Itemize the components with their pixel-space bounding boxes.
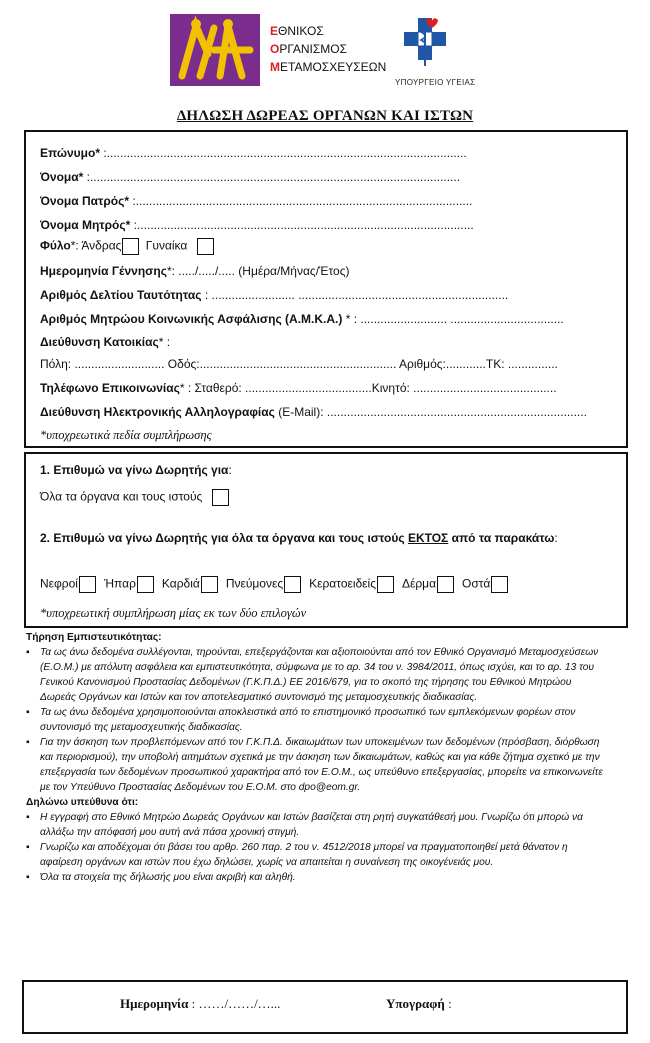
address-label: Διεύθυνση Κατοικίας* : xyxy=(40,335,171,349)
all-organs-checkbox[interactable] xyxy=(212,489,229,506)
document-title: ΔΗΛΩΣΗ ΔΩΡΕΑΣ ΟΡΓΑΝΩΝ ΚΑΙ ΙΣΤΩΝ xyxy=(176,108,474,124)
date-field[interactable]: Ημερομηνία : ……/……/…... xyxy=(120,996,281,1011)
sex-field: Φύλο*: Άνδρας Γυναίκα xyxy=(40,238,217,255)
amka-field[interactable]: Αριθμός Μητρώου Κοινωνικής Ασφάλισης (Α.Μ.Κ.Α.) * : .......................... .................................. xyxy=(40,312,564,326)
organ-label: Καρδιά xyxy=(161,576,200,591)
declaration-heading: Δηλώνω υπεύθυνα ότι: xyxy=(26,797,139,808)
organ-label: Δέρμα xyxy=(401,576,437,591)
signature-field[interactable]: Υπογραφή : xyxy=(386,996,452,1011)
organ-label: Πνεύμονες xyxy=(225,576,284,591)
option2-question: 2. Επιθυμώ να γίνω Δωρητής για όλα τα όργανα και τους ιστούς ΕΚΤΟΣ από τα παρακάτω: xyxy=(40,531,558,545)
signature-box xyxy=(22,980,628,1034)
organ-checkbox[interactable] xyxy=(137,576,154,593)
mother-name-field[interactable]: Όνομα Μητρός* :..................................................................................................... xyxy=(40,218,474,232)
surname-field[interactable]: Επώνυμο* :............................................................................................................ xyxy=(40,146,467,160)
organ-checkbox[interactable] xyxy=(284,576,301,593)
phone-field[interactable]: Τηλέφωνο Επικοινωνίας* : Σταθερό: ......................................Κινητό: ........................................... xyxy=(40,381,557,395)
option1-row: Όλα τα όργανα και τους ιστούς xyxy=(40,489,232,506)
privacy-paragraph-3: ▪ Για την άσκηση των προβλεπόμενων από τον Γ.Κ.Π.Δ. δικαιωμάτων των υποκειμένων των δεδομένων (πρόσβαση, διόρθωση και περιορισμού), την υποβολή αιτημάτων σχετικά με την άσκηση των δικαιωμάτων, καθώς και για κάθε ζήτημα σχετικό με την επεξεργασία των δεδομένων προσωπικού χαρακτήρα από τον Ε.Ο.Μ., ως υπεύθυνο επεξεργασίας, μπορείτε να επικοινωνείτε με τον Υπεύθυνο Προστασίας Δεδομένων του Ε.Ο.Μ. στο dpo@eom.gr. xyxy=(26,735,606,795)
declaration-item-3: ▪ Όλα τα στοιχεία της δήλωσής μου είναι ακριβή και αληθή. xyxy=(26,870,606,885)
privacy-paragraph-1: ▪ Τα ως άνω δεδομένα συλλέγονται, τηρούνται, επεξεργάζονται και αξιοποιούνται από τον Εθνικό Οργανισμό Μεταμοσχεύσεων (Ε.Ο.Μ.) με απόλυτη ασφάλεια και εμπιστευτικότητα, σύμφωνα με το αρ. 34 του ν. 3984/2011, όπως ισχύει, και το αρ. 13 του Γενικού Κανονισμού Προστασίας Δεδομένων (Γ.Κ.Π.Δ.) ΕΕ 2016/679, για το σκοπό της τήρησης του Εθνικού Μητρώου Δωρεάς Οργάνων και Ιστών και τον αποτελεσματικό συντονισμό της μεταμοσχευτικής διαδικασίας. xyxy=(26,645,606,705)
organ-label: Νεφροί xyxy=(40,576,78,591)
father-name-field[interactable]: Όνομα Πατρός* :..................................................................................................... xyxy=(40,194,473,208)
organ-checkbox[interactable] xyxy=(491,576,508,593)
ministry-logo xyxy=(398,18,452,68)
required-fields-note: *υποχρεωτικά πεδία συμπλήρωσης xyxy=(40,428,212,442)
male-checkbox[interactable] xyxy=(122,238,139,255)
email-field[interactable]: Διεύθυνση Ηλεκτρονικής Αλληλογραφίας (E-Mail): .............................................................................. xyxy=(40,405,587,419)
declaration-item-2: ▪ Γνωρίζω και αποδέχομαι ότι βάσει του αρθρ. 260 παρ. 2 του ν. 4512/2018 μπορεί να πραγματοποιηθεί μετά θάνατον η αφαίρεση οργάνων και ιστών που έχω δηλώσει, χωρίς να απαιτείται η συναίνεση της οικογένειάς μου. xyxy=(26,840,606,870)
organ-label: Κερατοειδείς xyxy=(309,576,376,591)
address-field[interactable]: Πόλη: ........................... Οδός:........................................................... Αριθμός:............ΤΚ: ............... xyxy=(40,357,558,371)
organ-checkbox[interactable] xyxy=(377,576,394,593)
female-checkbox[interactable] xyxy=(197,238,214,255)
privacy-paragraph-2: ▪ Τα ως άνω δεδομένα χρησιμοποιούνται αποκλειστικά από το επιστημονικό προσωπικό των εμπλεκόμενων φορέων στον συντονισμό της μεταμοσχευτικής διαδικασίας. xyxy=(26,705,606,735)
organs-row xyxy=(40,576,516,593)
declaration-item-1: ▪ Η εγγραφή στο Εθνικό Μητρώο Δωρεάς Οργάνων και Ιστών βασίζεται στη ρητή συγκατάθεσή μου. Γνωρίζω ότι μπορώ να αλλάξω την απόφασή μου αυτή ανά πάσα χρονική στιγμή. xyxy=(26,810,606,840)
birthdate-field[interactable]: Ημερομηνία Γέννησης*: ...../...../..... (Ημέρα/Μήνας/Έτος) xyxy=(40,264,350,278)
eom-logo xyxy=(170,14,260,86)
id-card-field[interactable]: Αριθμός Δελτίου Ταυτότητας : ......................... ............................................................... xyxy=(40,288,509,302)
choice-note: *υποχρεωτική συμπλήρωση μίας εκ των δύο επιλογών xyxy=(40,606,307,620)
organ-checkbox[interactable] xyxy=(201,576,218,593)
name-field[interactable]: Όνομα* :............................................................................................................... xyxy=(40,170,461,184)
privacy-heading: Τήρηση Εμπιστευτικότητας: xyxy=(26,632,162,643)
ministry-label: ΥΠΟΥΡΓΕΙΟ ΥΓΕΙΑΣ xyxy=(395,78,476,87)
organ-label: Οστά xyxy=(462,576,491,591)
organ-checkbox[interactable] xyxy=(437,576,454,593)
privacy-section xyxy=(26,630,606,885)
organ-checkbox[interactable] xyxy=(79,576,96,593)
organ-label: Ήπαρ xyxy=(103,576,136,591)
organization-name: ΕΘΝΙΚΟΣ ΟΡΓΑΝΙΣΜΟΣ ΜΕΤΑΜΟΣΧΕΥΣΕΩΝ xyxy=(270,24,387,74)
option1-question: 1. Επιθυμώ να γίνω Δωρητής για: xyxy=(40,463,232,477)
